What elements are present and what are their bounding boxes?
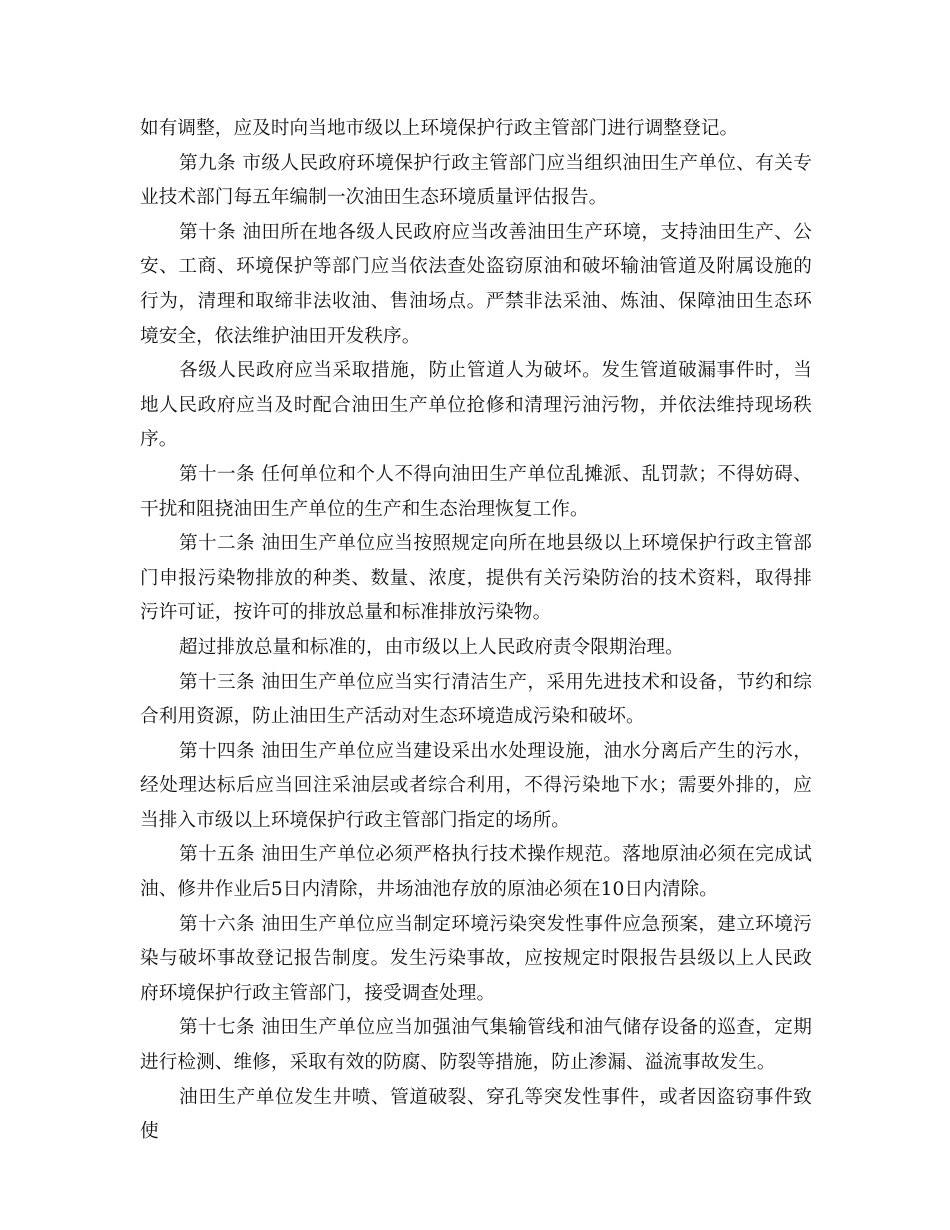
paragraph-article-10: 第十条 油田所在地各级人民政府应当改善油田生产环境，支持油田生产、公安、工商、环境保护等部门应当依法查处盗窃原油和破坏输油管道及附属设施的行为，清理和取缔非法收油、售油场点。严禁非法采油、炼油、保障油田生态环境安全，依法维护油田开发秩序。	[140, 221, 812, 347]
paragraph-article-15: 第十五条 油田生产单位必须严格执行技术操作规范。落地原油必须在完成试油、修井作业后5日内清除，井场油池存放的原油必须在10日内清除。	[140, 844, 812, 901]
paragraph-article-12: 第十二条 油田生产单位应当按照规定向所在地县级以上环境保护行政主管部门申报污染物排放的种类、数量、浓度，提供有关污染防治的技术资料，取得排污许可证，按许可的排放总量和标准排放污染物。	[140, 533, 812, 624]
paragraph-article-17: 第十七条 油田生产单位应当加强油气集输管线和油气储存设备的巡查，定期进行检测、维修，采取有效的防腐、防裂等措施，防止渗漏、溢流事故发生。	[140, 1017, 812, 1074]
paragraph-article-14: 第十四条 油田生产单位应当建设采出水处理设施，油水分离后产生的污水，经处理达标后应当回注采油层或者综合利用，不得污染地下水；需要外排的，应当排入市级以上环境保护行政主管部门指定的场所。	[140, 740, 812, 831]
paragraph-article-10-sub: 各级人民政府应当采取措施，防止管道人为破坏。发生管道破漏事件时，当地人民政府应当及时配合油田生产单位抢修和清理污油污物，并依法维持现场秩序。	[140, 360, 812, 451]
paragraph-article-16: 第十六条 油田生产单位应当制定环境污染突发性事件应急预案，建立环境污染与破坏事故登记报告制度。发生污染事故，应按规定时限报告县级以上人民政府环境保护行政主管部门，接受调查处理。	[140, 913, 812, 1004]
paragraph-article-17-sub: 油田生产单位发生井喷、管道破裂、穿孔等突发性事件，或者因盗窃事件致使	[140, 1086, 812, 1143]
paragraph-article-11: 第十一条 任何单位和个人不得向油田生产单位乱摊派、乱罚款；不得妨碍、干扰和阻挠油田生产单位的生产和生态治理恢复工作。	[140, 463, 812, 520]
paragraph-continuation: 如有调整，应及时向当地市级以上环境保护行政主管部门进行调整登记。	[140, 118, 739, 139]
paragraph-article-12-sub: 超过排放总量和标准的，由市级以上人民政府责令限期治理。	[179, 636, 684, 658]
document-body	[140, 112, 812, 1150]
paragraph-article-13: 第十三条 油田生产单位应当实行清洁生产，采用先进技术和设备，节约和综合利用资源，防止油田生产活动对生态环境造成污染和破坏。	[140, 671, 812, 728]
paragraph-article-9: 第九条 市级人民政府环境保护行政主管部门应当组织油田生产单位、有关专业技术部门每五年编制一次油田生态环境质量评估报告。	[140, 152, 812, 209]
